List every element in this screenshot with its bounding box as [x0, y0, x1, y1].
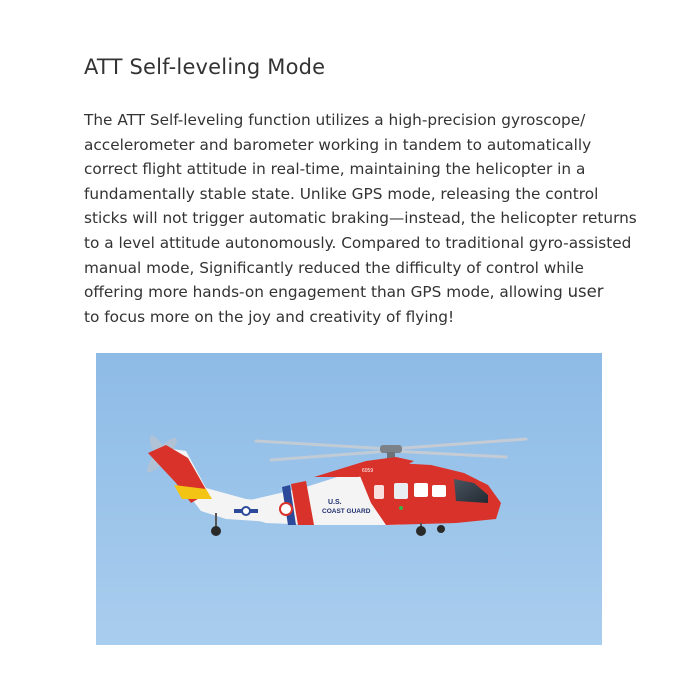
- paragraph-line: manual mode, Significantly reduced the difficulty of control while: [84, 258, 584, 277]
- paragraph-line: [84, 280, 624, 305]
- paragraph-line: fundamentally stable state. Unlike GPS mode, releasing the control: [84, 184, 599, 203]
- coast-guard-emblem-icon: [280, 503, 292, 515]
- paragraph-line: correct flight attitude in real-time, maintaining the helicopter in a: [84, 160, 586, 179]
- tail-number: 6059: [362, 468, 374, 474]
- cabin-window: [374, 485, 384, 499]
- nav-light: [399, 506, 403, 510]
- page-title: ATT Self-leveling Mode: [84, 55, 326, 79]
- paragraph-line: accelerometer and barometer working in tandem to automatically: [84, 135, 592, 154]
- paragraph-line: sticks will not trigger automatic braking—instead, the helicopter returns: [84, 209, 637, 228]
- fuselage-text-coast-guard: COAST GUARD: [322, 508, 371, 515]
- cabin-window: [414, 483, 428, 497]
- paragraph-line-text: offering more hands-on engagement than GPS mode, allowing: [84, 283, 568, 302]
- paragraph-line: The ATT Self-leveling function utilizes a high-precision gyroscope/: [84, 111, 586, 129]
- emphasized-word: user: [567, 282, 604, 302]
- cabin-window: [394, 483, 408, 499]
- description-paragraph: [84, 108, 637, 329]
- paragraph-line: to focus more on the joy and creativity of flying!: [84, 307, 455, 326]
- paragraph-line: to a level attitude autonomously. Compared to traditional gyro-assisted: [84, 233, 632, 252]
- helicopter-photo: [96, 353, 602, 645]
- fuselage-text-us: U.S.: [328, 499, 342, 506]
- cabin-window: [432, 485, 446, 497]
